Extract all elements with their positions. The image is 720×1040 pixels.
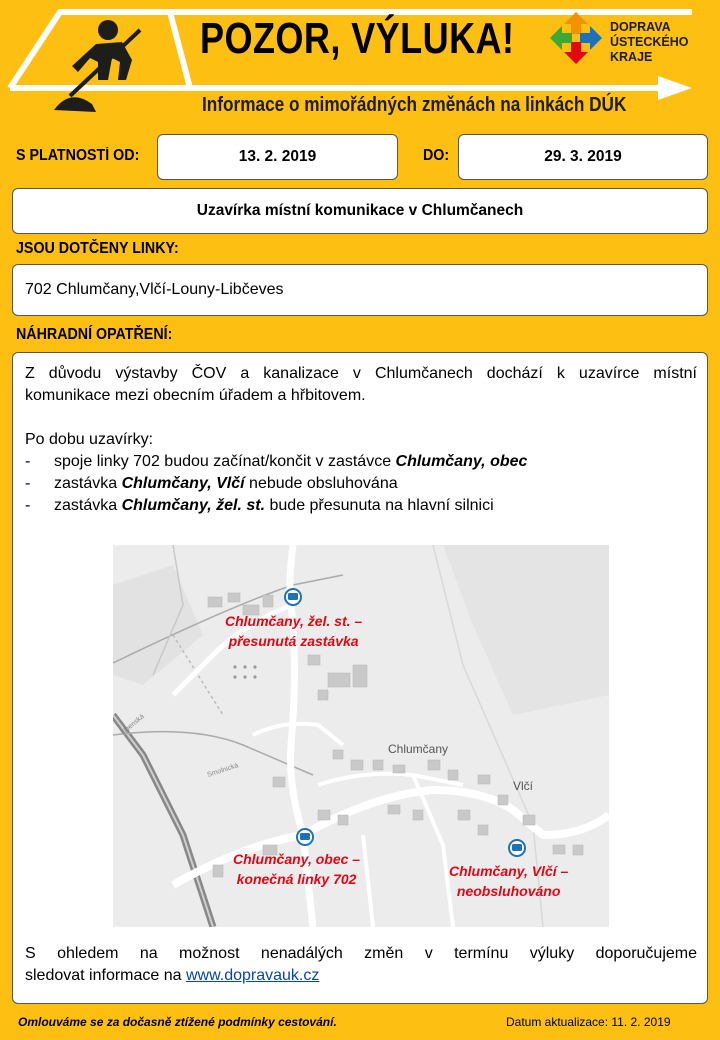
valid-to-value: 29. 3. 2019 (544, 148, 622, 165)
brand-name: DOPRAVA ÚSTECKÉHO KRAJE (610, 20, 689, 64)
street-label: Smolnická (206, 762, 240, 779)
callout-vlci: Chlumčany, Vlčí – neobsluhováno (449, 863, 569, 899)
place-label: Vlčí (513, 779, 534, 793)
during-text: Po dobu uzavírky: (25, 431, 154, 448)
headline-box (12, 188, 708, 234)
bus-stop-icon (297, 829, 313, 845)
list-item: - spoje linky 702 budou začínat/končit v zastávce Chlumčany, obec (25, 453, 528, 470)
closing-line-2: sledovat informace na www.dopravauk.cz (25, 967, 320, 984)
street-label: Lipenská (119, 713, 146, 737)
intro-line-2: komunikace mezi obecním úřadem a hřbitovem. (25, 387, 366, 404)
affected-lines-value: 702 Chlumčany,Vlčí-Louny-Libčeves (25, 281, 284, 298)
website-link[interactable]: www.dopravauk.cz (185, 967, 320, 984)
valid-to-label: DO: (423, 147, 450, 164)
measures-box (12, 352, 708, 1004)
map (113, 545, 609, 927)
list-item: - zastávka Chlumčany, Vlčí nebude obsluhována (25, 475, 398, 492)
bus-stop-icon (285, 589, 301, 605)
affected-lines-box (12, 264, 708, 316)
bus-stop-icon (509, 840, 525, 856)
place-label: Chlumčany (388, 742, 449, 756)
callout-obec: Chlumčany, obec – konečná linky 702 (233, 851, 361, 887)
page-title: POZOR, VÝLUKA! (200, 14, 515, 63)
valid-to-box (458, 134, 708, 180)
intro-line-1: Z důvodu výstavby ČOV a kanalizace v Chlumčanech dochází k uzavírce místní (25, 365, 697, 382)
closing-line-1: S ohledem na možnost nenadálých změn v termínu výluky doporučujeme (25, 945, 697, 962)
footer-apology: Omlouváme se za dočasně ztížené podmínky cestování. (18, 1015, 337, 1029)
page-subtitle: Informace o mimořádných změnách na linkách DÚK (202, 94, 627, 116)
affected-lines-label: JSOU DOTČENY LINKY: (16, 240, 179, 257)
valid-from-value: 13. 2. 2019 (238, 148, 317, 165)
valid-from-box (157, 134, 398, 180)
valid-from-label: S PLATNOSTÍ OD: (16, 147, 140, 164)
worker-icon (54, 20, 140, 112)
measures-label: NÁHRADNÍ OPATŘENÍ: (16, 326, 173, 343)
list-item: - zastávka Chlumčany, žel. st. bude přesunuta na hlavní silnici (25, 497, 494, 514)
headline-text: Uzavírka místní komunikace v Chlumčanech (196, 202, 524, 219)
duk-logo-icon (548, 10, 604, 66)
footer-updated: Datum aktualizace: 11. 2. 2019 (506, 1015, 671, 1029)
callout-station: Chlumčany, žel. st. – přesunutá zastávka (225, 613, 363, 649)
header-banner (0, 0, 720, 128)
